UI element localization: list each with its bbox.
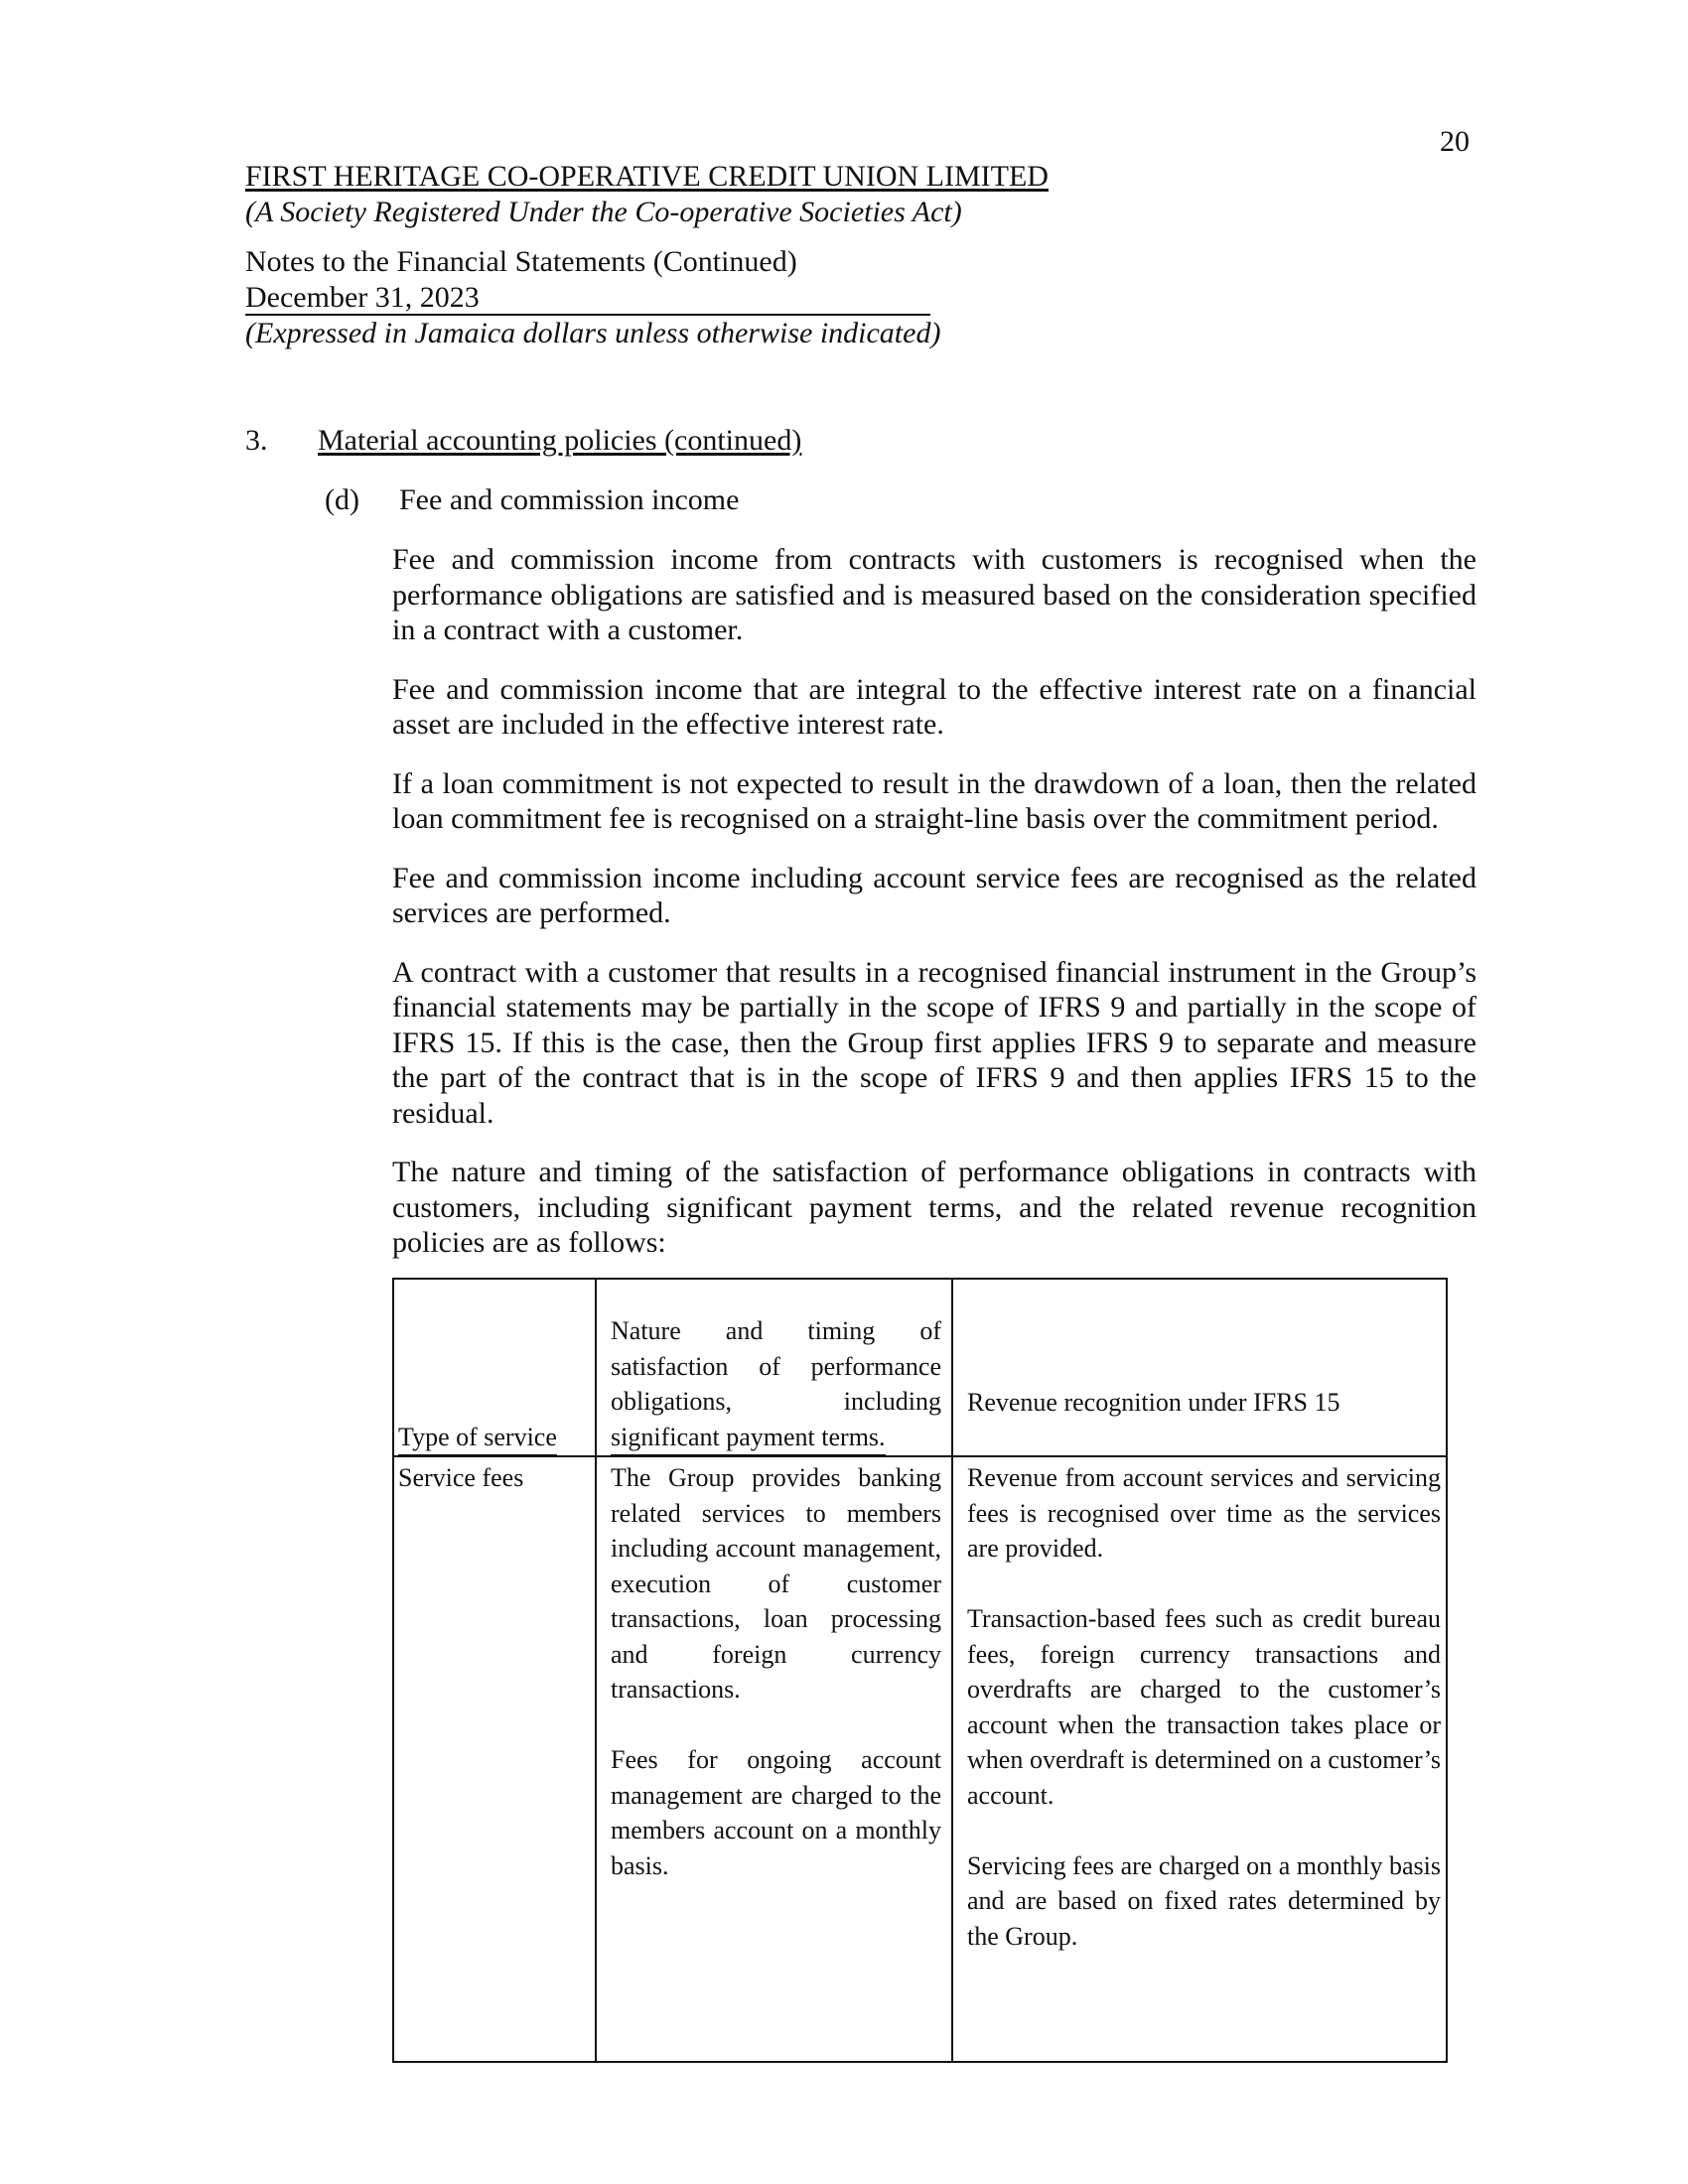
- cell-paragraph: The Group provides banking related services to members including account management, execution of customer transactions, loan processing and foreign currency transactions.: [611, 1463, 941, 1704]
- cell-revenue-recognition: [953, 1458, 1445, 1989]
- header-type-of-service: Type of service: [394, 1280, 595, 1455]
- section-number: 3.: [245, 424, 268, 457]
- header-line: obligations, including: [611, 1387, 941, 1416]
- organization-name: FIRST HERITAGE CO-OPERATIVE CREDIT UNION LIMITED: [245, 160, 1049, 193]
- section-heading: [245, 423, 1477, 459]
- subsection-heading: [245, 482, 1477, 518]
- paragraph: If a loan commitment is not expected to result in the drawdown of a loan, then the related loan commitment fee is recognised on a straight-line basis over the commitment period.: [392, 766, 1477, 835]
- cell-paragraph: Fees for ongoing account management are charged to the members account on a monthly basis.: [611, 1745, 941, 1880]
- section-content: [245, 423, 1477, 1261]
- organization-subtitle: (A Society Registered Under the Co-operative Societies Act): [245, 196, 962, 228]
- body-text: [392, 542, 1477, 1261]
- header-nature-and-timing: [597, 1280, 951, 1455]
- paragraph: The nature and timing of the satisfaction of performance obligations in contracts with customers, including significant payment terms, and the related revenue recognition policies are as follows:: [392, 1156, 1477, 1259]
- subsection-letter: (d): [325, 483, 359, 516]
- paragraph: A contract with a customer that results in a recognised financial instrument in the Group’s financial statements may be partially in the scope of IFRS 9 and partially in the scope of IFRS 15. If this is the case, then the Group first applies IFRS 9 to separate and measure the part of the contract that is in the scope of IFRS 9 and then applies IFRS 15 to the residual.: [392, 955, 1477, 1130]
- paragraph: Fee and commission income from contracts with customers is recognised when the performance obligations are satisfied and is measured based on the consideration specified in a contract with a customer.: [392, 543, 1477, 646]
- paragraph: Fee and commission income including account service fees are recognised as the related services are performed.: [392, 861, 1477, 929]
- section-title: Material accounting policies (continued): [318, 424, 802, 457]
- cell-paragraph: Transaction-based fees such as credit bureau fees, foreign currency transactions and overdrafts are charged to the customer’s account when the transaction takes place or when overdraft is determined on a customer’s account.: [967, 1604, 1441, 1810]
- statement-date: December 31, 2023: [245, 282, 930, 316]
- cell-paragraph: Revenue from account services and servicing fees is recognised over time as the services are provided.: [967, 1463, 1441, 1563]
- header-line: significant payment terms.: [611, 1420, 886, 1456]
- paragraph: Fee and commission income that are integral to the effective interest rate on a financial asset are included in the effective interest rate.: [392, 672, 1477, 741]
- header-line: Nature and timing of: [611, 1316, 941, 1345]
- header-line: satisfaction of performance: [611, 1351, 941, 1381]
- cell-paragraph: Servicing fees are charged on a monthly basis and are based on fixed rates determined by the Group.: [967, 1850, 1441, 1951]
- subsection-title: Fee and commission income: [399, 483, 740, 516]
- cell-nature-timing: [597, 1458, 951, 1919]
- currency-note: (Expressed in Jamaica dollars unless otherwise indicated): [245, 317, 941, 349]
- document-title: Notes to the Financial Statements (Continued): [245, 245, 797, 278]
- page-number: 20: [1440, 125, 1470, 158]
- header-revenue-recognition: Revenue recognition under IFRS 15: [967, 1387, 1340, 1417]
- revenue-policy-table: [392, 1278, 1448, 2063]
- cell-service-type: Service fees: [398, 1463, 524, 1492]
- header-divider: [394, 1455, 1446, 1457]
- document-header: [245, 159, 1139, 351]
